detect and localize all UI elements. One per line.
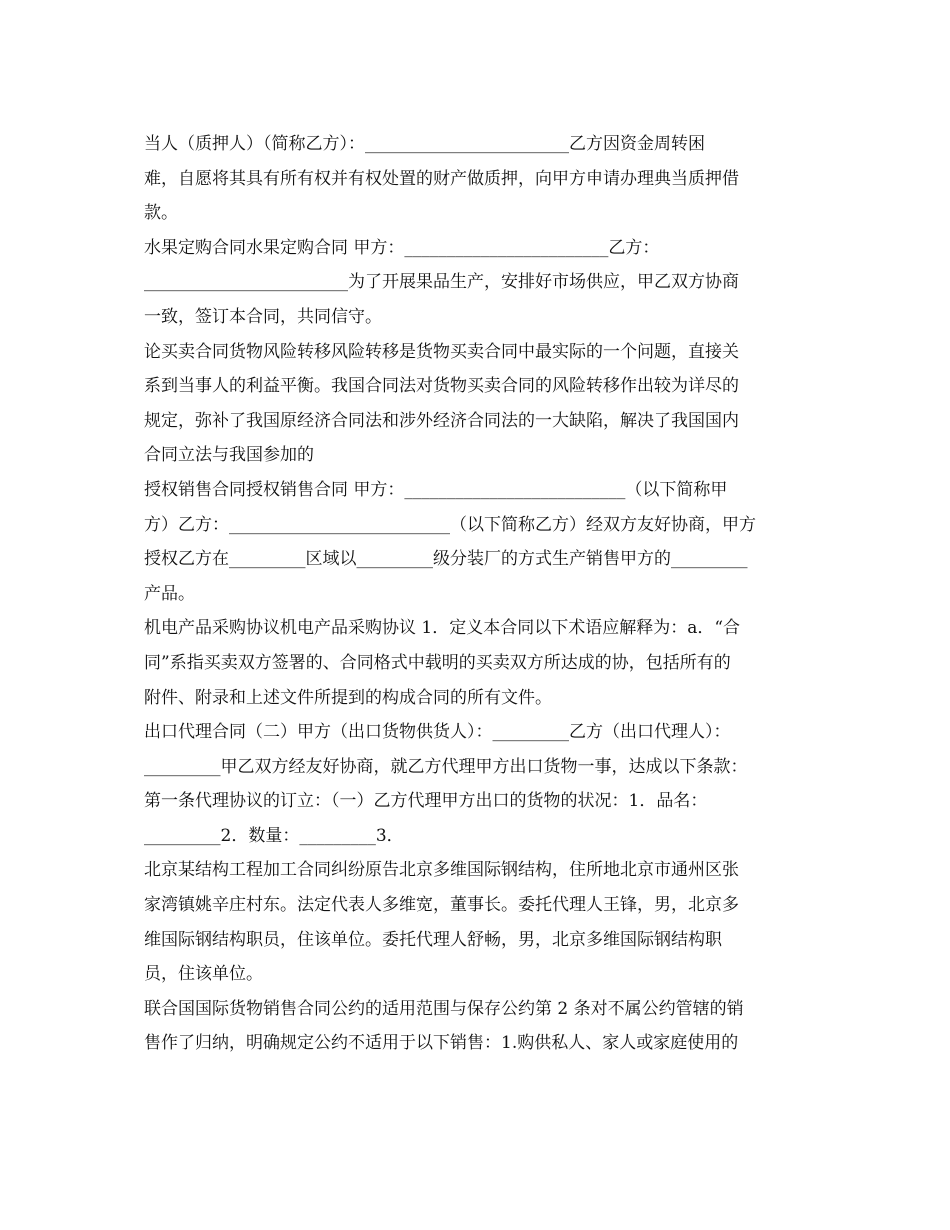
text-line: 家湾镇姚辛庄村东。法定代表人多维宽，董事长。委托代理人王锋，男，北京多 [144,895,739,916]
text-line: 一致，签订本合同，共同信守。 [144,306,382,327]
text-line: 附件、附录和上述文件所提到的构成合同的所有文件。 [144,687,552,708]
text-line: _________2．数量：_________3． [144,825,404,846]
text-line: 授权乙方在_________区域以_________级分装厂的方式生产销售甲方的_________ [144,549,748,570]
text-line: 维国际钢结构职员，住该单位。委托代理人舒畅，男，北京多维国际钢结构职 [144,929,722,950]
text-line: 难，自愿将其具有所有权并有权处置的财产做质押，向甲方申请办理典当质押借 [144,168,739,189]
document-body [144,127,808,1061]
text-line: 第一条代理协议的订立：（一）乙方代理甲方出口的货物的状况：1．品名： [144,791,708,812]
paragraph [144,127,808,231]
text-line: 授权销售合同授权销售合同 甲方：__________________________（以下简称甲 [144,479,728,500]
paragraph [144,715,808,853]
text-line: 联合国国际货物销售合同公约的适用范围与保存公约第 2 条对不属公约管辖的销 [144,998,744,1019]
paragraph [144,335,808,473]
text-line: 北京某结构工程加工合同纠纷原告北京多维国际钢结构，住所地北京市通州区张 [144,860,739,881]
text-line: _________甲乙双方经友好协商，就乙方代理甲方出口货物一事，达成以下条款： [144,756,748,777]
text-line: 系到当事人的利益平衡。我国合同法对货物买卖合同的风险转移作出较为详尽的 [144,376,739,397]
text-line: 规定，弥补了我国原经济合同法和涉外经济合同法的一大缺陷，解决了我国国内 [144,410,739,431]
paragraph [144,853,808,991]
text-line: 出口代理合同（二）甲方（出口货物供货人）：_________乙方（出口代理人）： [144,722,731,743]
text-line: 产品。 [144,583,195,604]
text-line: 合同立法与我国参加的 [144,445,314,466]
text-line: ________________________为了开展果品生产，安排好市场供应，甲乙双方协商 [144,272,739,293]
text-line: 当人（质押人）（简称乙方）：________________________乙方因资金周转困 [144,134,705,154]
paragraph [144,231,808,335]
text-line: 机电产品采购协议机电产品采购协议 1．定义本合同以下术语应解释为：a．“合 [144,618,741,639]
text-line: 员，住该单位。 [144,964,263,985]
text-line: 售作了归纳，明确规定公约不适用于以下销售：1.购供私人、家人或家庭使用的 [144,1033,739,1054]
text-line: 款。 [144,203,178,224]
text-line: 方）乙方：__________________________（以下简称乙方）经双方友好协商，甲方 [144,514,756,535]
text-line: 论买卖合同货物风险转移风险转移是货物买卖合同中最实际的一个问题，直接关 [144,341,739,362]
paragraph [144,611,808,715]
text-line: 水果定购合同水果定购合同 甲方：________________________乙方： [144,237,660,258]
paragraph [144,992,808,1061]
text-line: 同”系指买卖双方签署的、合同格式中载明的买卖双方所达成的协，包括所有的 [144,652,731,673]
paragraph [144,473,808,611]
